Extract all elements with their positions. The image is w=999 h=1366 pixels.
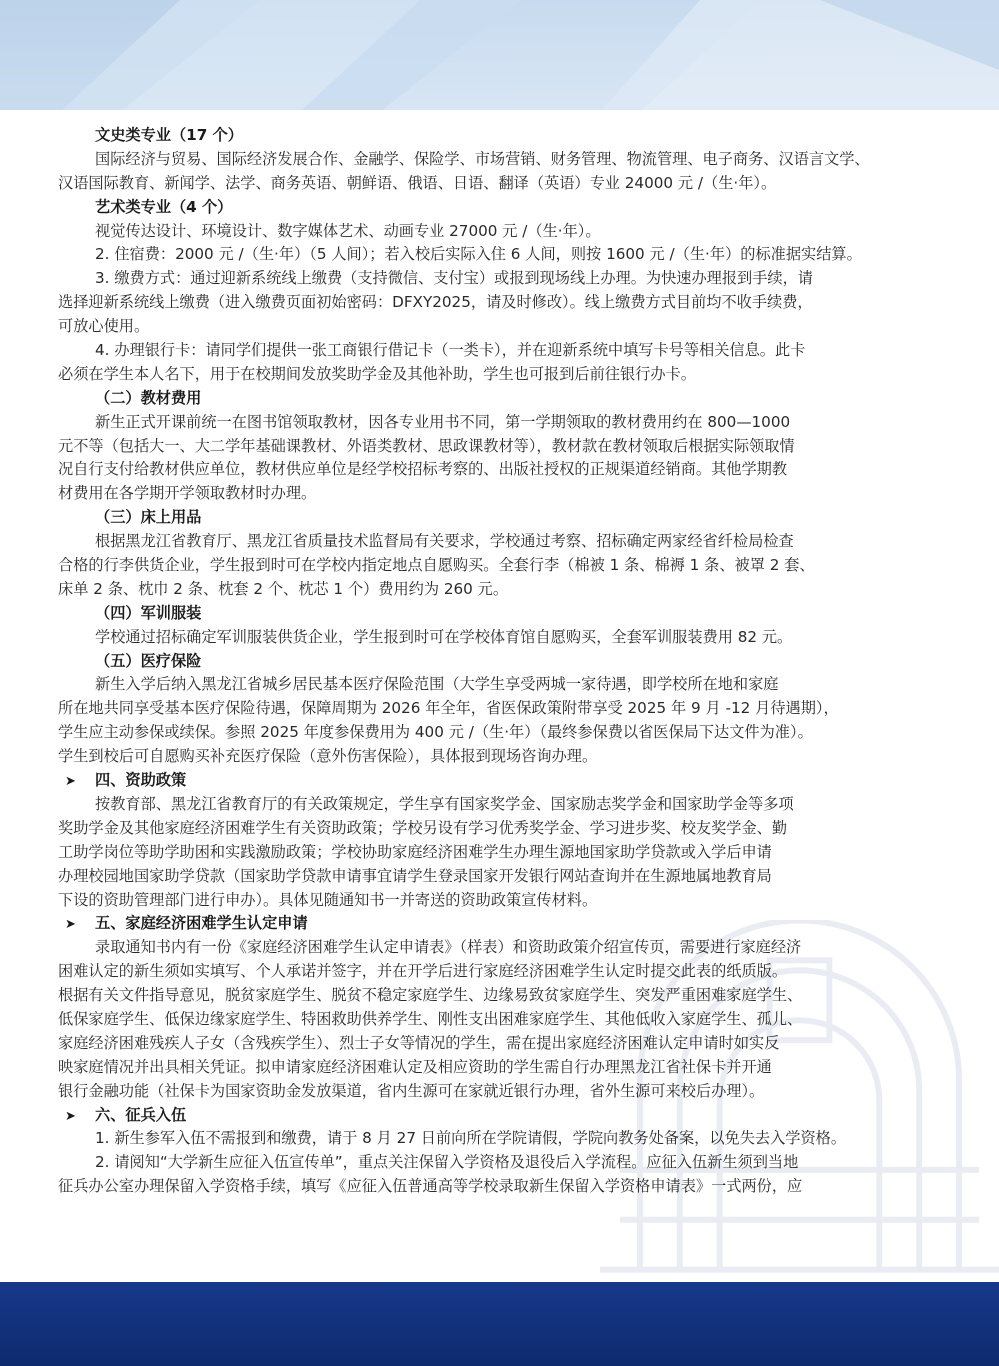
line-text: 3. 缴费方式：通过迎新系统线上缴费（支持微信、支付宝）或报到现场线上办理。为快速办理报到手续，请 [95,269,813,288]
header-banner [0,0,999,112]
line-text: 国际经济与贸易、国际经济发展合作、金融学、保险学、市场营销、财务管理、物流管理、电子商务、汉语言文学、 [95,149,870,168]
text-line [58,984,938,1008]
text-line [58,363,938,387]
text-line [58,960,938,984]
line-text: 选择迎新系统线上缴费（进入缴费页面初始密码：DFXY2025，请及时修改）。线上缴费方式目前均不收手续费， [58,293,813,312]
arrow-bullet-icon: ➤ [65,917,76,933]
line-text: 合格的行李供货企业，学生报到时可在学校内指定地点自愿购买。全套行李（棉被 1 条、棉褥 1 条、被罩 2 套、 [58,556,815,575]
line-text: 汉语国际教育、新闻学、法学、商务英语、朝鲜语、俄语、日语、翻译（英语）专业 24000 元 /（生·年）。 [58,173,777,192]
text-line [58,745,938,769]
text-line [58,578,938,602]
line-text: 所在地共同享受基本医疗保险待遇，保障周期为 2026 年全年，省医保政策附带享受 2025 年 9 月 -12 月待遇期）， [58,699,839,718]
line-text: 银行金融功能（社保卡为国家资助金发放渠道，省内生源可在家就近银行办理，省外生源可来校后办理）。 [58,1081,765,1100]
section-heading [58,1104,938,1128]
line-text: 艺术类专业（4 个） [95,197,233,216]
subheading [58,196,938,220]
subheading [58,506,938,530]
line-text: 视觉传达设计、环境设计、数字媒体艺术、动画专业 27000 元 /（生·年）。 [95,221,601,240]
arrow-bullet-icon: ➤ [65,1108,76,1124]
section-heading [58,769,938,793]
line-text: 录取通知书内有一份《家庭经济困难学生认定申请表》（样表）和资助政策介绍宣传页，需要进行家庭经济 [95,938,802,957]
text-line [58,865,938,889]
line-text: 根据黑龙江省教育厅、黑龙江省质量技术监督局有关要求，学校通过考察、招标确定两家经省纤检局检查 [95,532,794,551]
text-line [58,1056,938,1080]
line-text: （三）床上用品 [95,508,202,527]
line-text: 1. 新生参军入伍不需报到和缴费，请于 8 月 27 日前向所在学院请假，学院向教务处备案，以免失去入学资格。 [95,1129,847,1148]
section-heading [58,912,938,936]
line-text: 文史类专业（17 个） [95,126,243,144]
line-text: 家庭经济困难残疾人子女（含残疾学生）、烈士子女等情况的学生，需在提出家庭经济困难认定申请时如实反 [58,1033,780,1052]
line-text: 学生应主动参保或续保。参照 2025 年度参保费用为 400 元 /（生·年）（最终参保费以省医保局下达文件为准）。 [58,723,813,742]
line-text: 六、征兵入伍 [95,1105,187,1124]
line-text: （四）军训服装 [95,603,202,622]
subheading [58,602,938,626]
text-line [58,936,938,960]
line-text: 按教育部、黑龙江省教育厅的有关政策规定，学生享有国家奖学金、国家励志奖学金和国家助学金等多项 [95,794,794,813]
text-line [58,554,938,578]
text-line [58,267,938,291]
line-text: 根据有关文件指导意见，脱贫家庭学生、脱贫不稳定家庭学生、边缘易致贫家庭学生、突发严重困难家庭学生、 [58,986,803,1005]
text-line [58,697,938,721]
subheading [58,387,938,411]
line-text: 新生入学后纳入黑龙江省城乡居民基本医疗保险范围（大学生享受两城一家待遇，即学校所在地和家庭 [95,675,779,694]
line-text: 4. 办理银行卡：请同学们提供一张工商银行借记卡（一类卡），并在迎新系统中填写卡号等相关信息。此卡 [95,341,806,360]
text-line [58,1151,938,1175]
text-line [58,1008,938,1032]
arrow-bullet-icon: ➤ [65,774,76,790]
line-text: （二）教材费用 [95,388,202,407]
text-line [58,172,938,196]
text-line [58,291,938,315]
line-text: 下设的资助管理部门进行申办）。具体见随通知书一并寄送的资助政策宣传材料。 [58,890,598,909]
text-line [58,315,938,339]
footer-bar [0,1282,999,1366]
text-line [58,243,938,267]
text-line [58,817,938,841]
line-text: 可放心使用。 [58,317,150,336]
line-text: 学生到校后可自愿购买补充医疗保险（意外伤害保险），具体报到现场咨询办理。 [58,747,598,766]
line-text: 床单 2 条、枕巾 2 条、枕套 2 个、枕芯 1 个）费用约为 260 元。 [58,579,509,598]
line-text: 工助学岗位等助学助困和实践激励政策；学校协助家庭经济困难学生办理生源地国家助学贷款或入学后申请 [58,842,772,861]
banner-graphic [0,0,999,112]
line-text: 必须在学生本人名下，用于在校期间发放奖助学金及其他补助，学生也可报到后前往银行办卡。 [58,364,696,383]
text-line [58,1127,938,1151]
text-line [58,435,938,459]
line-text: 五、家庭经济困难学生认定申请 [95,914,308,933]
line-text: 2. 请阅知“大学新生应征入伍宣传单”，重点关注保留入学资格及退役后入学流程。应征入伍新生须到当地 [95,1153,799,1172]
line-text: 新生正式开课前统一在图书馆领取教材，因各专业用书不同，第一学期领取的教材费用约在 800—1000 [95,412,791,431]
line-text: 元不等（包括大一、大二学年基础课教材、外语类教材、思政课教材等），教材款在教材领取后根据实际领取情 [58,436,795,455]
text-line [58,793,938,817]
line-text: 奖助学金及其他家庭经济困难学生有关资助政策；学校另设有学习优秀奖学金、学习进步奖、校友奖学金、勤 [58,818,787,837]
line-text: 材费用在各学期开学领取教材时办理。 [58,484,317,503]
line-text: 映家庭情况并出具相关凭证。拟申请家庭经济困难认定及相应资助的学生需自行办理黑龙江省社保卡并开通 [58,1057,772,1076]
text-line [58,339,938,363]
text-line [58,220,938,244]
document-body [58,124,938,1199]
line-text: 困难认定的新生须如实填写、个人承诺并签字，并在开学后进行家庭经济困难学生认定时提交此表的纸质版。 [58,962,787,981]
text-line [58,841,938,865]
line-text: （五）医疗保险 [95,651,202,670]
text-line [58,458,938,482]
text-line [58,1032,938,1056]
subheading [58,650,938,674]
line-text: 低保家庭学生、低保边缘家庭学生、特困救助供养学生、刚性支出困难家庭学生、其他低收入家庭学生、孤儿、 [58,1009,803,1028]
line-text: 四、资助政策 [95,771,187,790]
text-line [58,1080,938,1104]
text-line [58,626,938,650]
subheading [58,124,938,148]
text-line [58,148,938,172]
line-text: 况自行支付给教材供应单位，教材供应单位是经学校招标考察的、出版社授权的正规渠道经销商。其他学期教 [58,460,787,479]
line-text: 学校通过招标确定军训服装供货企业，学生报到时可在学校体育馆自愿购买，全套军训服装费用 82 元。 [95,627,793,646]
text-line [58,530,938,554]
text-line [58,1175,938,1199]
line-text: 2. 住宿费：2000 元 /（生·年）（5 人间）；若入校后实际入住 6 人间，则按 1600 元 /（生·年）的标准据实结算。 [95,245,862,264]
line-text: 征兵办公室办理保留入学资格手续，填写《应征入伍普通高等学校录取新生保留入学资格申请表》一式两份，应 [58,1177,803,1196]
text-line [58,411,938,435]
text-line [58,673,938,697]
text-line [58,721,938,745]
text-line [58,889,938,913]
line-text: 办理校园地国家助学贷款（国家助学贷款申请事宜请学生登录国家开发银行网站查询并在生源地属地教育局 [58,866,772,885]
text-line [58,482,938,506]
